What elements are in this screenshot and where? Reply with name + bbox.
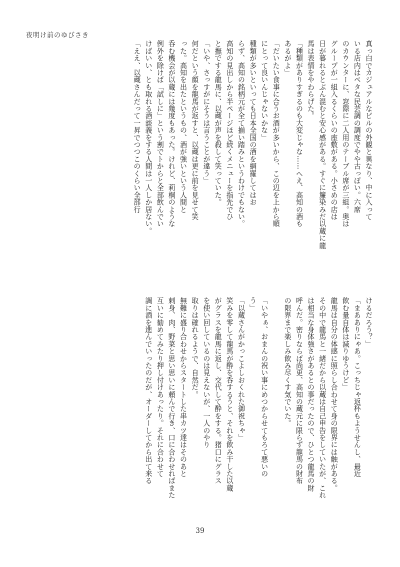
text-line: 何だという顔を龍馬が返すと、以蔵は更に前を見せて笑 — [191, 40, 200, 220]
text-line: のカウンターに、窓際に二人用のテーブル席が三組。奥は — [341, 40, 350, 228]
text-line: 「まあありにゃあ。こっちじゃ返杯もようせんし、最近 — [353, 297, 362, 477]
text-line: った。高知を出たというもの、酒が強いという人間と — [179, 40, 188, 213]
text-line: その中で龍馬と一緒だから以蔵は自己申告をしていたが、これ — [318, 297, 327, 499]
text-line: 例外を除けば「試しに」という割でトからと全部飲んでい — [156, 40, 165, 228]
text-line: 「いや、さっすがにそうは言うことが違う」 — [202, 40, 211, 184]
text-line: 呑む機会が以蔵には幾度もあった。けれど、莉桐のような — [167, 40, 176, 228]
text-line: 刺身、肉、野菜と思い思いに頼んで行き、口に合わせればまた — [167, 297, 176, 499]
text-line: 取りは確れるようで、自然だ。 — [191, 297, 200, 398]
text-line: 「以蔵さんがかっこよしおくれた御祝ちゃ」 — [237, 297, 246, 441]
text-line: 「いやぁ、おまんの祝い事にめつからせてもろて悪いの — [260, 297, 269, 477]
text-line: あるがよ」 — [283, 40, 292, 76]
text-line: 互いに勧めてみたり押し付けあったり。それに合わせて — [156, 297, 165, 477]
text-line: を使い回しているのは見えないが、一人のやり — [202, 297, 211, 449]
text-line: 無難に盛り合わせからスタートした串カツ達はそのあと — [179, 297, 188, 477]
text-line: と撫でする龍馬に、以蔵が声を殺して笑っていた。 — [214, 40, 223, 206]
text-line: 日が暮れるとぶん混むと安心感がある。すぐに簾染みだ以蔵に龍 — [318, 40, 327, 249]
text-line: 「ええ、以蔵さんだって一昇でつつこのくらい全部行 — [133, 40, 142, 213]
upper-text-block — [26, 40, 374, 281]
text-line: う」 — [249, 297, 258, 312]
text-line: にとって良いんじゃないかな」 — [260, 40, 269, 141]
text-line: 笑みを零して龍馬が酔を呑するうと、それを飲み干した以蔵 — [225, 297, 234, 492]
text-line: 種類が多いといっても日本全国の酒を網羅してはお — [249, 40, 258, 206]
text-line: 呼んだ。密りならば尚更、高知の蔵元に限らず龍馬の財布 — [295, 297, 304, 485]
text-line: 調に酒を進んでいったのだが、オーダーしてから出て来る — [144, 297, 153, 485]
text-line: 真っ白でカジュアルなビルの外観と異なり、中に入って — [365, 40, 373, 220]
text-line: グループが一組入るくらいの座敷がある。小さめの店は — [330, 40, 339, 220]
running-head: 夜明け前のゆびさき — [26, 31, 89, 39]
text-line: けばいい、とも取れる酒談義をする人間は一人しか居ない。 — [144, 40, 153, 235]
text-line: 「だいたい食事に合うお酒が多いから、この辺を上から順 — [272, 40, 281, 228]
text-line: 「種類がありすぎるのも大変じゃな……へえ、高知の酒も — [295, 40, 304, 228]
text-line: いる店内はベタな民芸調の調度でやや古っぽい。六席 — [353, 40, 362, 213]
text-line: けるだろう？」 — [365, 297, 373, 348]
page-number: 39 — [195, 527, 205, 535]
text-line: らず、高知の銘柄元が全て揃い踏みというわけでもない。 — [237, 40, 246, 228]
lower-text-block — [26, 297, 374, 522]
text-line: は相当な身体強さがあるとの事だったので、ひとつ龍馬の財 — [307, 297, 316, 492]
text-line: 龍馬は自分の体感に照らし合わせて身の限界には触がある。 — [330, 297, 339, 492]
text-line: の限界まで楽しみ飲み尽くす気でいた。 — [283, 297, 292, 427]
text-line: 飲む量自体は減りゆうけど」 — [341, 297, 350, 391]
text-line: がグラスを龍馬に返し、交代して酔をする。猪口にグラス — [214, 297, 223, 485]
text-line: 高知の見出しから半ページほど続くメニューを指先でひ — [225, 40, 234, 220]
text-line: 馬は表情をやわらげた。 — [307, 40, 316, 120]
